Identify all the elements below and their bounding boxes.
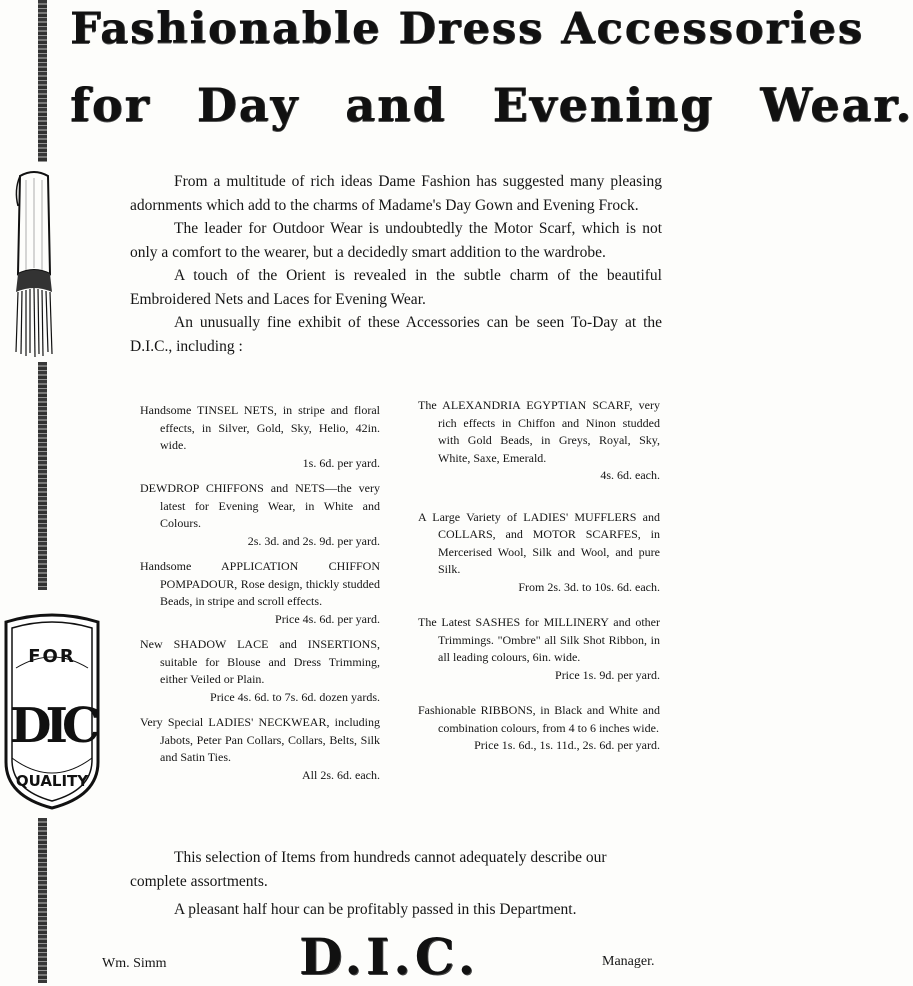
list-item: [140, 636, 380, 706]
item-price: All 2s. 6d. each.: [302, 767, 380, 782]
item-description: New SHADOW LACE and INSERTIONS, suitable for Blouse and Dress Trimming, either Veiled or Plain.: [140, 637, 380, 686]
item-price: From 2s. 3d. to 10s. 6d. each.: [518, 579, 660, 594]
item-description: The ALEXANDRIA EGYPTIAN SCARF, very rich effects in Chiffon and Ninon studded with Gold Beads, in Greys, Royal, Sky, White, Saxe, Emerald.: [418, 398, 660, 465]
list-item: [418, 614, 660, 684]
item-description: A Large Variety of LADIES' MUFFLERS and COLLARS, and MOTOR SCARFES, in Mercerised Wool, Silk and Wool, and pure Silk.: [418, 509, 660, 576]
intro-paragraph: A touch of the Orient is revealed in the subtle charm of the beautiful Embroidered Nets and Laces for Evening Wear.: [130, 267, 662, 308]
closing-line: This selection of Items from hundreds cannot adequately describe our complete assortments.: [130, 849, 607, 890]
item-price: Price 1s. 6d., 1s. 11d., 2s. 6d. per yard.: [474, 738, 660, 752]
intro-paragraph: An unusually fine exhibit of these Accessories can be seen To-Day at the D.I.C., including :: [130, 314, 662, 355]
left-border-middle: [38, 362, 47, 590]
item-price: Price 4s. 6d. to 7s. 6d. dozen yards.: [210, 689, 380, 704]
item-price: Price 4s. 6d. per yard.: [275, 611, 380, 626]
item-description: Handsome TINSEL NETS, in stripe and floral effects, in Silver, Gold, Sky, Helio, 42in. wide.: [140, 403, 380, 452]
item-price: 2s. 3d. and 2s. 9d. per yard.: [247, 533, 380, 548]
badge-bottom-word: QUALITY: [15, 772, 89, 790]
headline-line-1: Fashionable Dress Accessories: [70, 4, 864, 54]
manager-name: Wm. Simm: [102, 956, 167, 971]
intro-text: [130, 170, 662, 358]
list-item: [140, 480, 380, 550]
list-item: [418, 702, 660, 755]
dic-brand-logo: D.I.C.: [298, 927, 480, 986]
item-description: Handsome APPLICATION CHIFFON POMPADOUR, Rose design, thickly studded Beads, in stripe and scroll effects.: [140, 559, 380, 608]
list-item: [140, 402, 380, 472]
scarf-illustration: [6, 170, 62, 360]
right-item-column: [418, 397, 660, 763]
left-border-top: [38, 0, 47, 162]
item-description: Fashionable RIBBONS, in Black and White and combination colours, from 4 to 6 inches wide.: [418, 703, 660, 735]
intro-paragraph: From a multitude of rich ideas Dame Fashion has suggested many pleasing adornments which add to the charms of Madame's Day Gown and Evening Frock.: [130, 173, 662, 214]
item-description: The Latest SASHES for MILLINERY and other Trimmings. "Ombre" all Silk Shot Ribbon, in all leading colours, 6in. wide.: [418, 615, 660, 664]
headline-line-2: for Day and Evening Wear.: [70, 78, 913, 132]
list-item: [418, 509, 660, 597]
item-description: Very Special LADIES' NECKWEAR, including Jabots, Peter Pan Collars, Collars, Belts, Silk and Satin Ties.: [140, 715, 380, 764]
list-item: [418, 397, 660, 485]
badge-top-word: FOR: [28, 646, 76, 667]
left-item-column: [140, 402, 380, 792]
item-description: DEWDROP CHIFFONS and NETS—the very latest for Evening Wear, in White and Colours.: [140, 481, 380, 530]
dic-quality-badge: [2, 612, 102, 812]
manager-title: Manager.: [602, 954, 655, 969]
list-item: [140, 714, 380, 784]
list-item: [140, 558, 380, 628]
badge-letters: DIC: [9, 698, 95, 754]
left-border-bottom: [38, 818, 47, 983]
closing-text: [130, 846, 662, 922]
item-price: Price 1s. 9d. per yard.: [555, 667, 660, 682]
item-price: 1s. 6d. per yard.: [302, 455, 380, 470]
closing-line: A pleasant half hour can be profitably passed in this Department.: [174, 901, 577, 918]
intro-paragraph: The leader for Outdoor Wear is undoubtedly the Motor Scarf, which is not only a comfort to the wearer, but a decidedly smart addition to the wardrobe.: [130, 220, 662, 261]
item-price: 4s. 6d. each.: [600, 468, 660, 482]
